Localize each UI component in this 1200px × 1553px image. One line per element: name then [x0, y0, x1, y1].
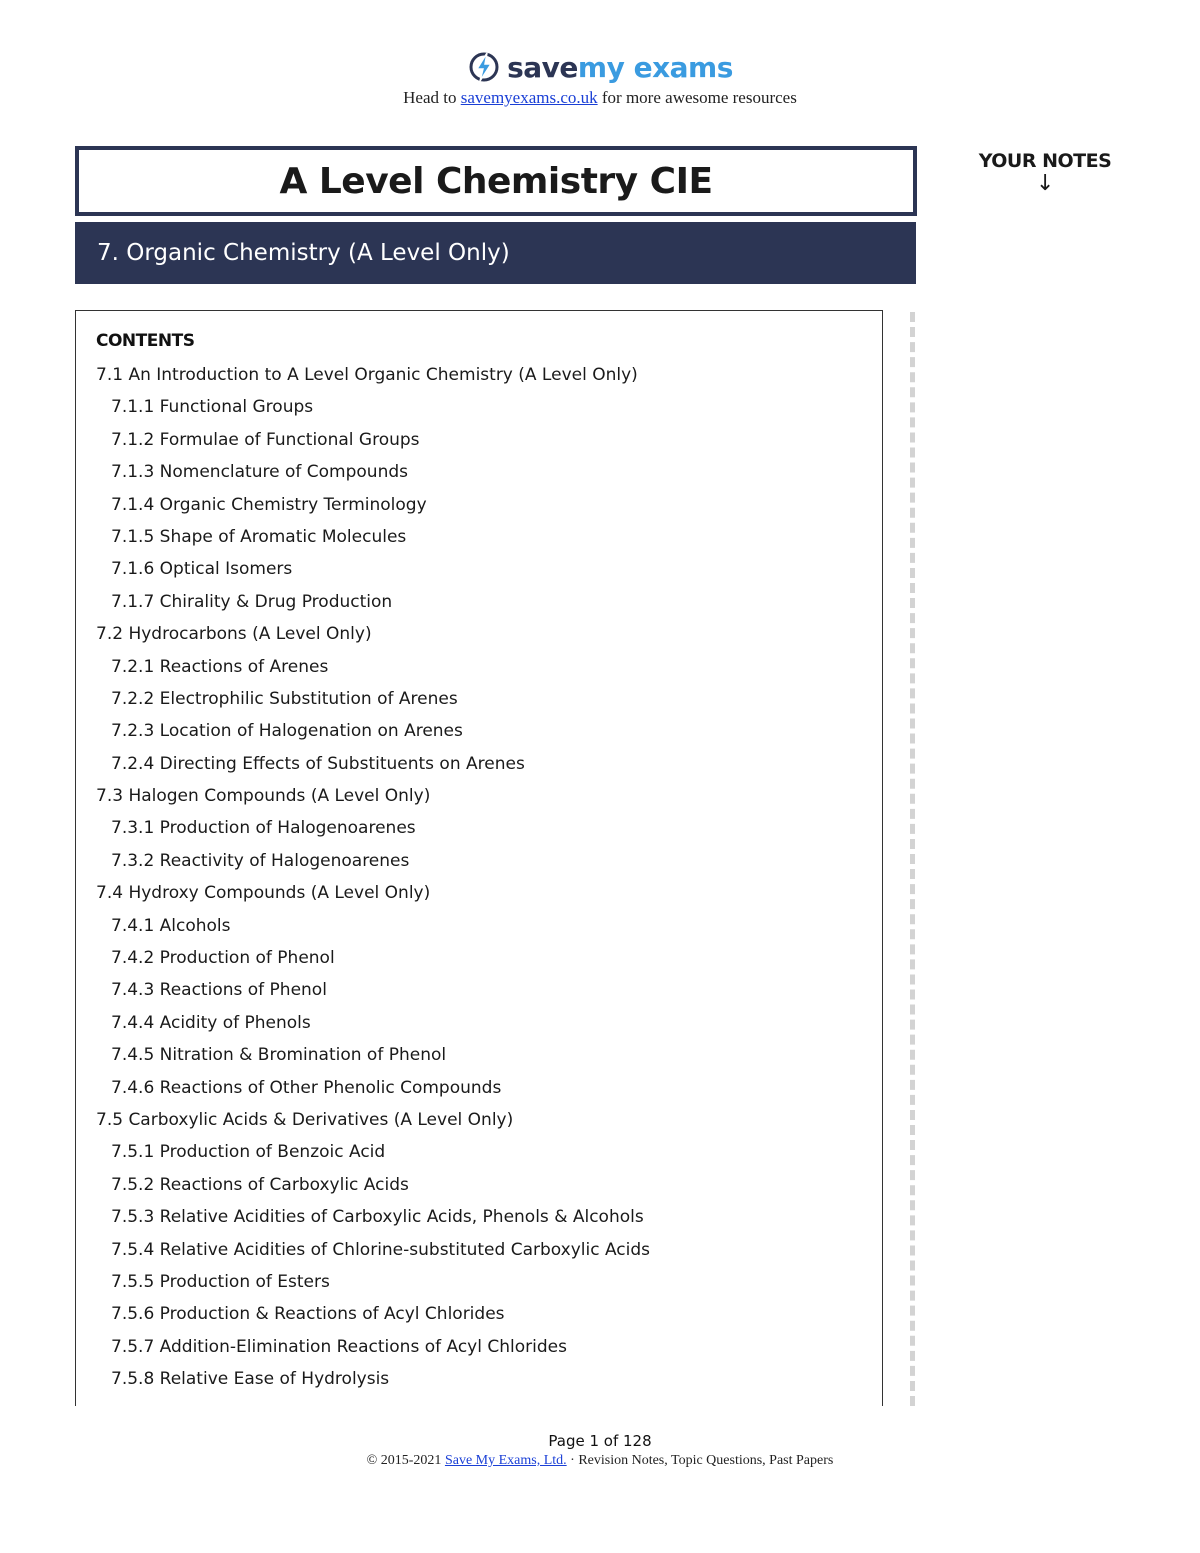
copyright-suffix: · Revision Notes, Topic Questions, Past Papers: [570, 1453, 834, 1468]
toc-subitem[interactable]: 7.1.5 Shape of Aromatic Molecules: [111, 526, 407, 547]
toc-section[interactable]: 7.4 Hydroxy Compounds (A Level Only): [96, 883, 431, 904]
toc-subitem[interactable]: 7.4.3 Reactions of Phenol: [111, 980, 327, 1001]
tagline-prefix: Head to: [403, 88, 457, 107]
toc-subitem[interactable]: 7.1.3 Nomenclature of Compounds: [111, 462, 408, 483]
copyright-prefix: © 2015-2021: [366, 1453, 442, 1468]
contents-heading: CONTENTS: [96, 331, 195, 351]
toc-section[interactable]: 7.3 Halogen Compounds (A Level Only): [96, 786, 431, 807]
toc-subitem[interactable]: 7.4.6 Reactions of Other Phenolic Compounds: [111, 1077, 502, 1098]
brand-header: [0, 50, 1200, 88]
toc-subitem[interactable]: 7.5.8 Relative Ease of Hydrolysis: [111, 1369, 390, 1390]
section-title: 7. Organic Chemistry (A Level Only): [97, 240, 510, 266]
toc-subitem[interactable]: 7.5.4 Relative Acidities of Chlorine-substituted Carboxylic Acids: [111, 1239, 651, 1260]
toc-subitem[interactable]: 7.5.3 Relative Acidities of Carboxylic Acids, Phenols & Alcohols: [111, 1207, 644, 1228]
notes-divider: [910, 312, 915, 1406]
toc-subitem[interactable]: 7.1.2 Formulae of Functional Groups: [111, 429, 420, 450]
toc-subitem[interactable]: 7.5.2 Reactions of Carboxylic Acids: [111, 1174, 409, 1195]
toc-section[interactable]: 7.2 Hydrocarbons (A Level Only): [96, 624, 372, 645]
tagline: [0, 88, 1200, 108]
toc-subitem[interactable]: 7.4.5 Nitration & Bromination of Phenol: [111, 1045, 447, 1066]
toc-subitem[interactable]: 7.1.7 Chirality & Drug Production: [111, 591, 393, 612]
logo-word-myexams: my exams: [577, 50, 733, 84]
copyright-link[interactable]: Save My Exams, Ltd.: [444, 1453, 567, 1468]
toc-subitem[interactable]: 7.5.6 Production & Reactions of Acyl Chlorides: [111, 1304, 505, 1325]
toc-subitem[interactable]: 7.4.2 Production of Phenol: [111, 948, 335, 969]
document-title: A Level Chemistry CIE: [279, 160, 713, 202]
title-box: [75, 146, 917, 216]
toc-subitem[interactable]: 7.1.4 Organic Chemistry Terminology: [111, 494, 427, 515]
logo-word-save: save: [507, 50, 578, 84]
website-link[interactable]: savemyexams.co.uk: [460, 88, 598, 107]
section-banner: [75, 222, 916, 284]
copyright-line: [0, 1453, 1200, 1469]
toc-section[interactable]: 7.5 Carboxylic Acids & Derivatives (A Level Only): [96, 1109, 514, 1130]
toc-section[interactable]: 7.1 An Introduction to A Level Organic Chemistry (A Level Only): [96, 365, 638, 385]
table-of-contents: [96, 359, 882, 1396]
toc-subitem[interactable]: 7.2.2 Electrophilic Substitution of Arenes: [111, 688, 458, 709]
toc-subitem[interactable]: 7.1.1 Functional Groups: [111, 397, 314, 418]
logo[interactable]: [467, 50, 733, 84]
tagline-suffix: for more awesome resources: [601, 88, 797, 107]
toc-subitem[interactable]: 7.2.1 Reactions of Arenes: [111, 656, 329, 677]
contents-box: [75, 310, 883, 1406]
toc-subitem[interactable]: 7.2.3 Location of Halogenation on Arenes: [111, 721, 463, 742]
toc-subitem[interactable]: 7.4.4 Acidity of Phenols: [111, 1012, 311, 1033]
toc-subitem[interactable]: 7.2.4 Directing Effects of Substituents on Arenes: [111, 753, 525, 774]
toc-subitem[interactable]: 7.5.7 Addition-Elimination Reactions of Acyl Chlorides: [111, 1336, 567, 1357]
toc-subitem[interactable]: 7.5.5 Production of Esters: [111, 1271, 330, 1292]
toc-subitem[interactable]: 7.5.1 Production of Benzoic Acid: [111, 1142, 386, 1163]
toc-subitem[interactable]: 7.4.1 Alcohols: [111, 915, 231, 936]
toc-subitem[interactable]: 7.1.6 Optical Isomers: [111, 559, 293, 580]
page-number: Page 1 of 128: [548, 1432, 652, 1450]
your-notes-label: [960, 150, 1130, 196]
arrow-down-icon: ↓: [1036, 171, 1054, 196]
lightning-bolt-icon: [467, 50, 501, 84]
toc-subitem[interactable]: 7.3.2 Reactivity of Halogenoarenes: [111, 850, 410, 871]
your-notes-text: YOUR NOTES: [978, 150, 1112, 172]
toc-subitem[interactable]: 7.3.1 Production of Halogenoarenes: [111, 818, 416, 839]
